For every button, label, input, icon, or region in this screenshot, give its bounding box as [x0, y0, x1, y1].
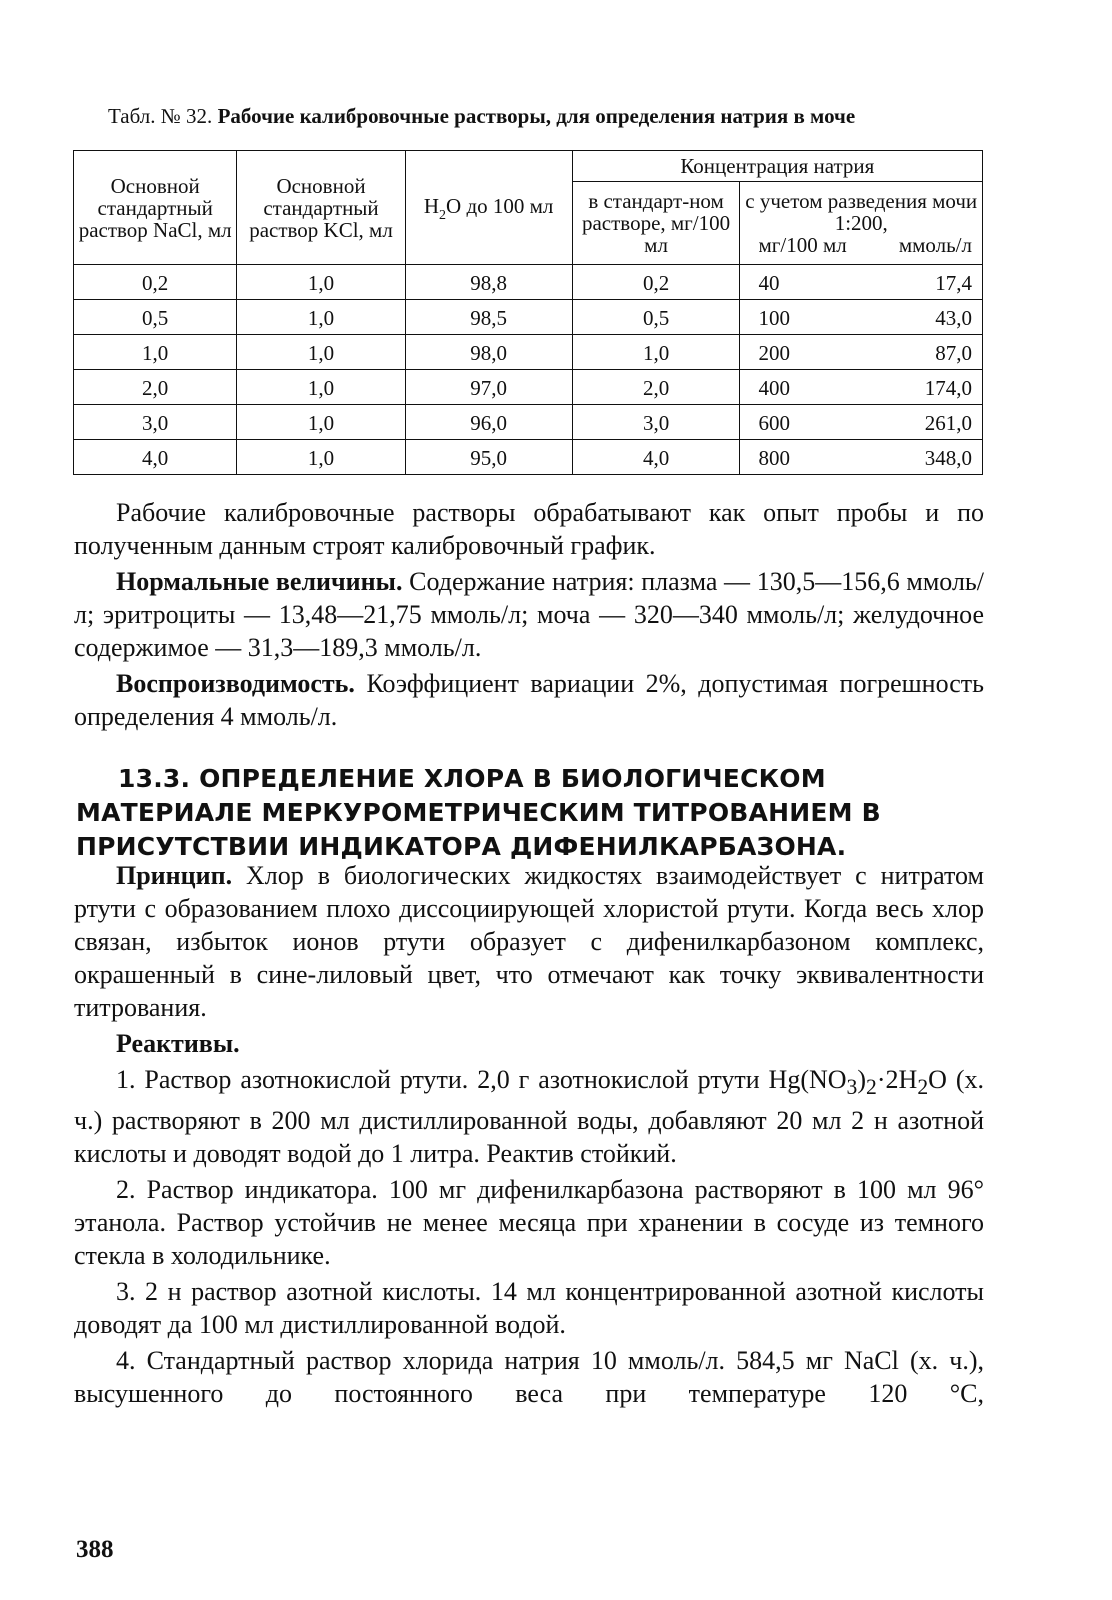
reagent-1-sub-3: 2 [917, 1075, 929, 1100]
cell-h2o: 98,8 [405, 265, 572, 300]
paragraph-normal-values [74, 565, 984, 664]
cell-diluted [740, 300, 983, 335]
cell-standard: 3,0 [572, 405, 740, 440]
cell-mg: 800 [758, 446, 790, 470]
header-h2o-rest: O до 100 мл [446, 193, 554, 218]
cell-nacl: 3,0 [74, 405, 237, 440]
header-standard: в стандарт-ном растворе, мг/100 мл [572, 182, 740, 265]
cell-mg: 400 [758, 376, 790, 400]
reagent-1-part-a: 1. Раствор азотнокислой ртути. 2,0 г азотнокислой ртути Hg(NO [116, 1065, 847, 1094]
reproducibility-heading: Воспроизводимость. [116, 669, 355, 698]
cell-mmol: 87,0 [935, 341, 972, 365]
paragraph-principle [74, 859, 984, 1024]
cell-mmol: 348,0 [924, 446, 972, 470]
caption-title: Рабочие калибровочные растворы, для определения натрия в моче [217, 104, 856, 128]
reagent-1 [74, 1063, 984, 1170]
cell-diluted [740, 265, 983, 300]
calibration-table [73, 150, 983, 475]
paragraph-reproducibility [74, 667, 984, 733]
reagents-heading [74, 1027, 984, 1060]
table-row [74, 265, 983, 300]
cell-kcl: 1,0 [237, 370, 405, 405]
cell-nacl: 0,5 [74, 300, 237, 335]
table-row [74, 370, 983, 405]
paragraph-calibration: Рабочие калибровочные растворы обрабатывают как опыт пробы и по полученным данным строят калибровочный график. [74, 498, 984, 560]
cell-mmol: 261,0 [924, 411, 972, 435]
cell-kcl: 1,0 [237, 265, 405, 300]
table-caption [108, 103, 1008, 129]
table-row [74, 405, 983, 440]
cell-diluted-values [744, 447, 978, 469]
reagent-1-part-b: ) [857, 1065, 867, 1094]
header-h2o-sub: 2 [439, 207, 447, 223]
header-h2o [405, 151, 572, 265]
unit-mg: мг/100 мл [758, 233, 847, 257]
table-row [74, 440, 983, 475]
cell-kcl: 1,0 [237, 335, 405, 370]
unit-mmol: ммоль/л [898, 233, 972, 257]
cell-diluted-values [744, 412, 978, 434]
header-diluted [740, 182, 983, 265]
reagent-1-sub-2: 2 [866, 1075, 877, 1100]
cell-standard: 0,5 [572, 300, 740, 335]
normal-values-text: Содержание натрия: плазма — 130,5—156,6 ммоль/л; эритроциты — 13,48—21,75 ммоль/л; моча — 320—340 ммоль/л; желудочное содержимое — 31,3—189,3 ммоль/л. [74, 567, 985, 662]
cell-mmol: 17,4 [935, 271, 972, 295]
cell-kcl: 1,0 [237, 405, 405, 440]
reagents-heading-text: Реактивы. [116, 1029, 240, 1058]
cell-mg: 600 [758, 411, 790, 435]
cell-kcl: 1,0 [237, 300, 405, 335]
cell-h2o: 98,5 [405, 300, 572, 335]
cell-standard: 2,0 [572, 370, 740, 405]
cell-h2o: 98,0 [405, 335, 572, 370]
reagent-1-part-c: ·2H [876, 1065, 918, 1094]
cell-standard: 4,0 [572, 440, 740, 475]
table-row [74, 300, 983, 335]
table-body [74, 265, 983, 475]
cell-mg: 40 [758, 271, 780, 295]
cell-h2o: 95,0 [405, 440, 572, 475]
cell-mmol: 43,0 [935, 306, 972, 330]
page-number: 388 [76, 1536, 114, 1563]
cell-nacl: 1,0 [74, 335, 237, 370]
header-nacl: Основной стандартный раствор NaCl, мл [74, 151, 237, 265]
table-header-row [74, 151, 983, 182]
header-diluted-units [744, 234, 978, 256]
cell-kcl: 1,0 [237, 440, 405, 475]
cell-nacl: 0,2 [74, 265, 237, 300]
cell-diluted-values [744, 377, 978, 399]
cell-diluted [740, 405, 983, 440]
reproducibility-text: Коэффициент вариации 2%, допустимая погрешность определения 4 ммоль/л. [74, 669, 984, 731]
cell-diluted [740, 370, 983, 405]
cell-diluted-values [744, 272, 978, 294]
cell-diluted [740, 335, 983, 370]
cell-mmol: 174,0 [924, 376, 972, 400]
cell-mg: 100 [758, 306, 790, 330]
reagent-1-part-d: O (х. ч.) растворяют в 200 мл дистиллированной воды, добавляют 20 мл 2 н азотной кислоты и доводят водой до 1 литра. Реактив стойкий. [74, 1065, 984, 1169]
header-h2o-h: H [423, 193, 440, 218]
cell-h2o: 96,0 [405, 405, 572, 440]
table-row [74, 335, 983, 370]
reagent-1-sub-1: 3 [846, 1075, 858, 1100]
cell-diluted-values [744, 342, 978, 364]
principle-heading: Принцип. [116, 861, 233, 890]
cell-nacl: 2,0 [74, 370, 237, 405]
cell-standard: 0,2 [572, 265, 740, 300]
principle-text: Хлор в биологических жидкостях взаимодействует с нитратом ртути с образованием плохо диссоциирующей хлористой ртути. Когда весь хлор связан, избыток ионов ртути образует с дифенилкарбазоном комплекс, окрашенный в сине-лиловый цвет, что отмечают как точку эквивалентности титрования. [74, 861, 984, 1022]
cell-diluted-values [744, 307, 978, 329]
cell-h2o: 97,0 [405, 370, 572, 405]
reagent-4: 4. Стандартный раствор хлорида натрия 10 ммоль/л. 584,5 мг NaCl (х. ч.), высушенного до постоянного веса при температуре 120 °С, [74, 1346, 984, 1409]
cell-standard: 1,0 [572, 335, 740, 370]
reagent-2: 2. Раствор индикатора. 100 мг дифенилкарбазона растворяют в 100 мл 96° этанола. Раствор устойчив не менее месяца при хранении в сосуде из темного стекла в холодильнике. [74, 1175, 984, 1271]
section-title: 13.3. ОПРЕДЕЛЕНИЕ ХЛОРА В БИОЛОГИЧЕСКОМ МАТЕРИАЛЕ МЕРКУРОМЕТРИЧЕСКИМ ТИТРОВАНИЕМ В ПРИСУТСТВИИ ИНДИКАТОРА ДИФЕНИЛКАРБАЗОНА. [76, 764, 881, 861]
normal-values-heading: Нормальные величины. [116, 567, 403, 596]
reagent-3: 3. 2 н раствор азотной кислоты. 14 мл концентрированной азотной кислоты доводят да 100 мл дистиллированной водой. [74, 1277, 984, 1340]
text-block-1 [74, 496, 984, 736]
text-block-2 [74, 859, 984, 1413]
cell-mg: 200 [758, 341, 790, 365]
caption-prefix: Табл. № 32. [108, 104, 213, 128]
header-kcl: Основной стандартный раствор KCl, мл [237, 151, 405, 265]
header-diluted-label: с учетом разведения мочи 1:200, [745, 189, 978, 235]
cell-nacl: 4,0 [74, 440, 237, 475]
header-sodium-concentration: Концентрация натрия [572, 151, 982, 182]
cell-diluted [740, 440, 983, 475]
